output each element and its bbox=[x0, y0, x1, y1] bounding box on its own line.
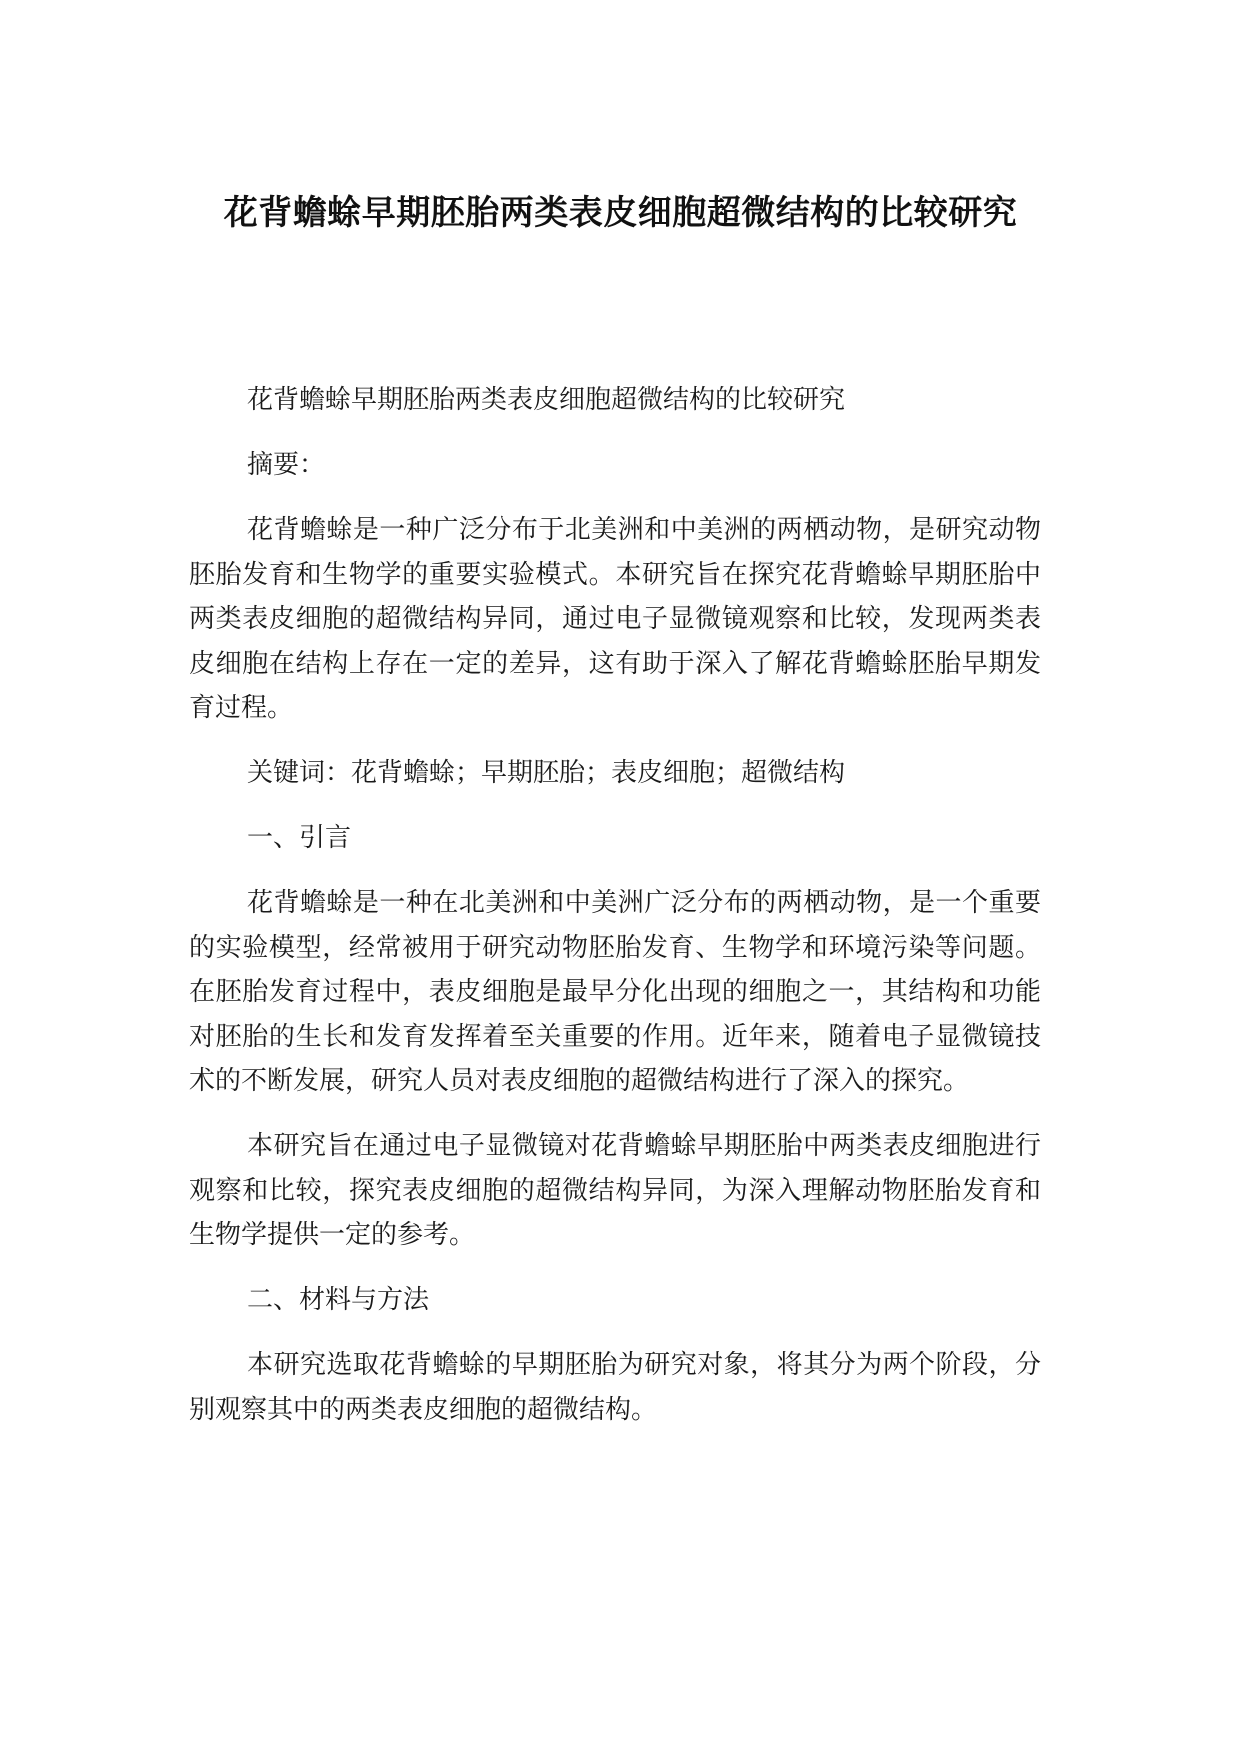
section-heading-introduction: 一、引言 bbox=[247, 823, 352, 853]
methods-paragraph: 本研究选取花背蟾蜍的早期胚胎为研究对象，将其分为两个阶段，分别观察其中的两类表皮细胞的超微结构。 bbox=[189, 1350, 1041, 1425]
introduction-paragraph-1: 花背蟾蜍是一种在北美洲和中美洲广泛分布的两栖动物，是一个重要的实验模型，经常被用于研究动物胚胎发育、生物学和环境污染等问题。在胚胎发育过程中，表皮细胞是最早分化出现的细胞之一，其结构和功能对胚胎的生长和发育发挥着至关重要的作用。近年来，随着电子显微镜技术的不断发展，研究人员对表皮细胞的超微结构进行了深入的探究。 bbox=[189, 888, 1041, 1096]
abstract-heading: 摘要： bbox=[247, 450, 326, 480]
keywords-paragraph: 关键词：花背蟾蜍；早期胚胎；表皮细胞；超微结构 bbox=[247, 758, 846, 788]
document-title: 花背蟾蜍早期胚胎两类表皮细胞超微结构的比较研究 bbox=[223, 193, 1018, 233]
document-body bbox=[189, 378, 1041, 1453]
subtitle-paragraph: 花背蟾蜍早期胚胎两类表皮细胞超微结构的比较研究 bbox=[247, 385, 846, 415]
abstract-paragraph: 花背蟾蜍是一种广泛分布于北美洲和中美洲的两栖动物，是研究动物胚胎发育和生物学的重要实验模式。本研究旨在探究花背蟾蜍早期胚胎中两类表皮细胞的超微结构异同，通过电子显微镜观察和比较，发现两类表皮细胞在结构上存在一定的差异，这有助于深入了解花背蟾蜍胚胎早期发育过程。 bbox=[189, 515, 1041, 723]
section-heading-methods: 二、材料与方法 bbox=[247, 1285, 430, 1315]
introduction-paragraph-2: 本研究旨在通过电子显微镜对花背蟾蜍早期胚胎中两类表皮细胞进行观察和比较，探究表皮细胞的超微结构异同，为深入理解动物胚胎发育和生物学提供一定的参考。 bbox=[189, 1131, 1041, 1250]
